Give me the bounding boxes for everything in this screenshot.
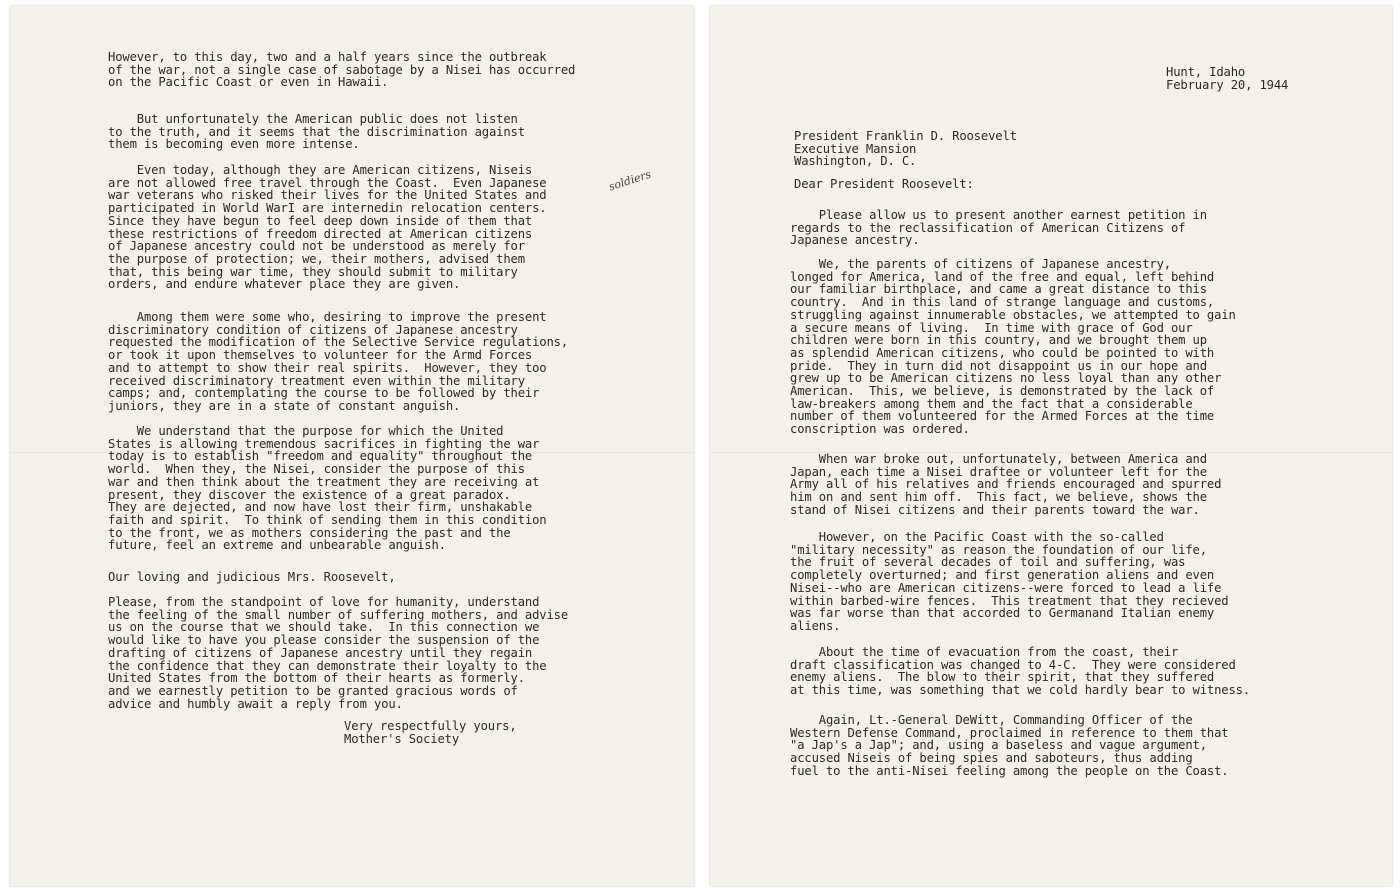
text-line: war veterans who risked their lives for the United States and — [108, 188, 547, 203]
text-line: Japan, each time a Nisei draftee or volunteer left for the — [790, 464, 1207, 479]
text-line: to the front, we as mothers considering the past and the — [108, 525, 511, 540]
text-line: the purpose of protection; we, their mothers, advised them — [108, 251, 525, 266]
text-line: children were born in this country, and we brought them up — [790, 333, 1207, 348]
text-line: juniors, they are in a state of constant anguish. — [108, 398, 461, 413]
text-line: However, on the Pacific Coast with the so-called — [790, 530, 1164, 544]
text-line: law-breakers among them and the fact that a considerable — [790, 396, 1193, 411]
text-line: him on and sent him off. This fact, we believe, shows the — [790, 490, 1207, 505]
text-line: But unfortunately the American public does not listen — [108, 112, 518, 126]
text-line: longed for America, land of the free and equal, left behind — [790, 269, 1215, 284]
text-line: Please allow us to present another earnest petition in — [790, 208, 1207, 222]
letter-page-right — [710, 6, 1392, 886]
letter-page-left — [10, 6, 694, 886]
place-date — [1166, 66, 1288, 91]
salutation — [794, 178, 974, 191]
text-line: Washington, D. C. — [794, 154, 917, 169]
text-line: Japanese ancestry. — [790, 233, 920, 248]
text-line: Our loving and judicious Mrs. Roosevelt, — [108, 570, 396, 584]
text-line: are not allowed free travel through the Coast. Even Japanese — [108, 175, 547, 190]
paragraph — [108, 311, 568, 413]
text-line: advice and humbly await a reply from you. — [108, 696, 403, 711]
text-line: the feeling of the small number of suffering mothers, and advise — [108, 607, 568, 622]
signature-block — [344, 720, 517, 745]
text-line: American. This, we believe, is demonstrated by the lack of — [790, 384, 1215, 399]
text-line: Mother's Society — [344, 731, 459, 746]
text-line: on the Pacific Coast or even in Hawaii. — [108, 75, 389, 90]
text-line: Dear President Roosevelt: — [794, 177, 974, 191]
text-line: aliens. — [790, 618, 841, 633]
text-line: enemy aliens. The blow to their spirit, that they suffered — [790, 670, 1215, 685]
text-line: We understand that the purpose for which the United — [108, 424, 504, 438]
handwritten-margin-note: soldiers — [607, 167, 653, 194]
paragraph — [790, 714, 1228, 778]
paragraph — [108, 425, 546, 552]
recipient-address — [794, 130, 1017, 168]
text-line: camps; and, contemplating the course to be followed by their — [108, 386, 540, 401]
paragraph — [790, 209, 1207, 247]
text-line: of the war, not a single case of sabotage by a Nisei has occurred — [108, 62, 576, 77]
text-line: today is to establish "freedom and equality" throughout the — [108, 449, 533, 464]
text-line: the fruit of several decades of toil and suffering, was — [790, 555, 1186, 570]
text-line: Very respectfully yours, — [344, 719, 517, 733]
text-line: of Japanese ancestry could not be understood as merely for — [108, 239, 525, 254]
paragraph — [790, 646, 1250, 697]
text-line: and we earnestly petition to be granted gracious words of — [108, 683, 518, 698]
text-line: faith and spirit. To think of sending them in this condition — [108, 512, 547, 527]
text-line: number of them volunteered for the Armed Forces at the time — [790, 409, 1215, 424]
text-line: About the time of evacuation from the coast, their — [790, 645, 1179, 659]
paragraph — [108, 164, 546, 291]
text-line: these restrictions of freedom directed at American citizens — [108, 226, 533, 241]
text-line: Please, from the standpoint of love for humanity, understand — [108, 595, 540, 609]
text-line: to the truth, and it seems that the discrimination against — [108, 124, 525, 139]
text-line: that, this being war time, they should submit to military — [108, 264, 518, 279]
text-line: within barbed-wire fences. This treatment that they recieved — [790, 593, 1229, 608]
text-line: completely overturned; and first generation aliens and even — [790, 568, 1215, 583]
text-line: them is becoming even more intense. — [108, 137, 360, 152]
text-line: regards to the reclassification of American Citizens of — [790, 220, 1186, 235]
text-line: discriminatory condition of citizens of Japanese ancestry — [108, 322, 518, 337]
text-line: grew up to be American citizens no less loyal than any other — [790, 371, 1222, 386]
text-line: fuel to the anti-Nisei feeling among the people on the Coast. — [790, 763, 1229, 778]
text-line: "a Jap's a Jap"; and, using a baseless and vague argument, — [790, 738, 1207, 753]
text-line: at this time, was something that we cold hardly bear to witness. — [790, 683, 1250, 698]
text-line: We, the parents of citizens of Japanese ancestry, — [790, 257, 1171, 271]
paragraph — [108, 571, 396, 584]
text-line: us on the course that we should take. In this connection we — [108, 620, 540, 635]
text-line: the confidence that they can demonstrate their loyalty to the — [108, 658, 547, 673]
text-line: war and then think about the treatment they are receiving at — [108, 474, 540, 489]
text-line: Western Defense Command, proclaimed in reference to them that — [790, 725, 1229, 740]
paragraph — [108, 596, 568, 710]
text-line: States is allowing tremendous sacrifices in fighting the war — [108, 436, 540, 451]
text-line: Even today, although they are American citizens, Niseis — [108, 163, 533, 177]
text-line: Among them were some who, desiring to improve the present — [108, 310, 547, 324]
paragraph — [108, 51, 575, 89]
text-line: future, feel an extreme and unbearable anguish. — [108, 538, 446, 553]
text-line: Nisei--who are American citizens--were forced to lead a life — [790, 580, 1222, 595]
text-line: Army all of his relatives and friends encouraged and spurred — [790, 477, 1222, 492]
text-line: country. And in this land of strange language and customs, — [790, 295, 1215, 310]
text-line: Since they have begun to feel deep down inside of them that — [108, 213, 533, 228]
text-line: present, they discover the existence of a great paradox. — [108, 487, 511, 502]
text-line: Hunt, Idaho — [1166, 65, 1246, 79]
text-line: participated in World WarI are internedin relocation centers. — [108, 201, 547, 216]
text-line: When war broke out, unfortunately, between America and — [790, 452, 1207, 466]
text-line: orders, and endure whatever place they are given. — [108, 277, 461, 292]
text-line: would like to have you please consider the suspension of the — [108, 633, 540, 648]
text-line: However, to this day, two and a half years since the outbreak — [108, 50, 547, 64]
text-line: as splendid American citizens, who could be pointed to with — [790, 345, 1215, 360]
text-line: President Franklin D. Roosevelt — [794, 129, 1017, 143]
text-line: was far worse than that accorded to Germanand Italian enemy — [790, 606, 1215, 621]
paragraph — [790, 453, 1221, 517]
text-line: February 20, 1944 — [1166, 77, 1289, 92]
text-line: and to attempt to show their real spirits. However, they too — [108, 360, 547, 375]
text-line: United States from the bottom of their hearts as formerly. — [108, 671, 525, 686]
text-line: drafting of citizens of Japanese ancestry until they regain — [108, 645, 533, 660]
text-line: accused Niseis of being spies and saboteurs, thus adding — [790, 751, 1193, 766]
text-line: a secure means of living. In time with grace of God our — [790, 320, 1193, 335]
text-line: stand of Nisei citizens and their parents toward the war. — [790, 502, 1200, 517]
text-line: "military necessity" as reason the foundation of our life, — [790, 542, 1207, 557]
text-line: Again, Lt.-General DeWitt, Commanding Officer of the — [790, 713, 1193, 727]
paragraph — [790, 531, 1228, 633]
text-line: pride. They in turn did not disappoint us in our hope and — [790, 358, 1207, 373]
text-line: draft classification was changed to 4-C. They were considered — [790, 657, 1236, 672]
text-line: requested the modification of the Selective Service regulations, — [108, 335, 568, 350]
text-line: conscription was ordered. — [790, 422, 970, 437]
paragraph — [108, 113, 525, 151]
paragraph — [790, 258, 1236, 436]
text-line: They are dejected, and now have lost their firm, unshakable — [108, 500, 533, 515]
text-line: struggling against innumerable obstacles, we attempted to gain — [790, 307, 1236, 322]
text-line: Executive Mansion — [794, 141, 917, 156]
text-line: world. When they, the Nisei, consider the purpose of this — [108, 462, 525, 477]
text-line: or took it upon themselves to volunteer for the Armd Forces — [108, 348, 533, 363]
text-line: received discriminatory treatment even within the military — [108, 373, 525, 388]
text-line: our familiar birthplace, and came a great distance to this — [790, 282, 1207, 297]
